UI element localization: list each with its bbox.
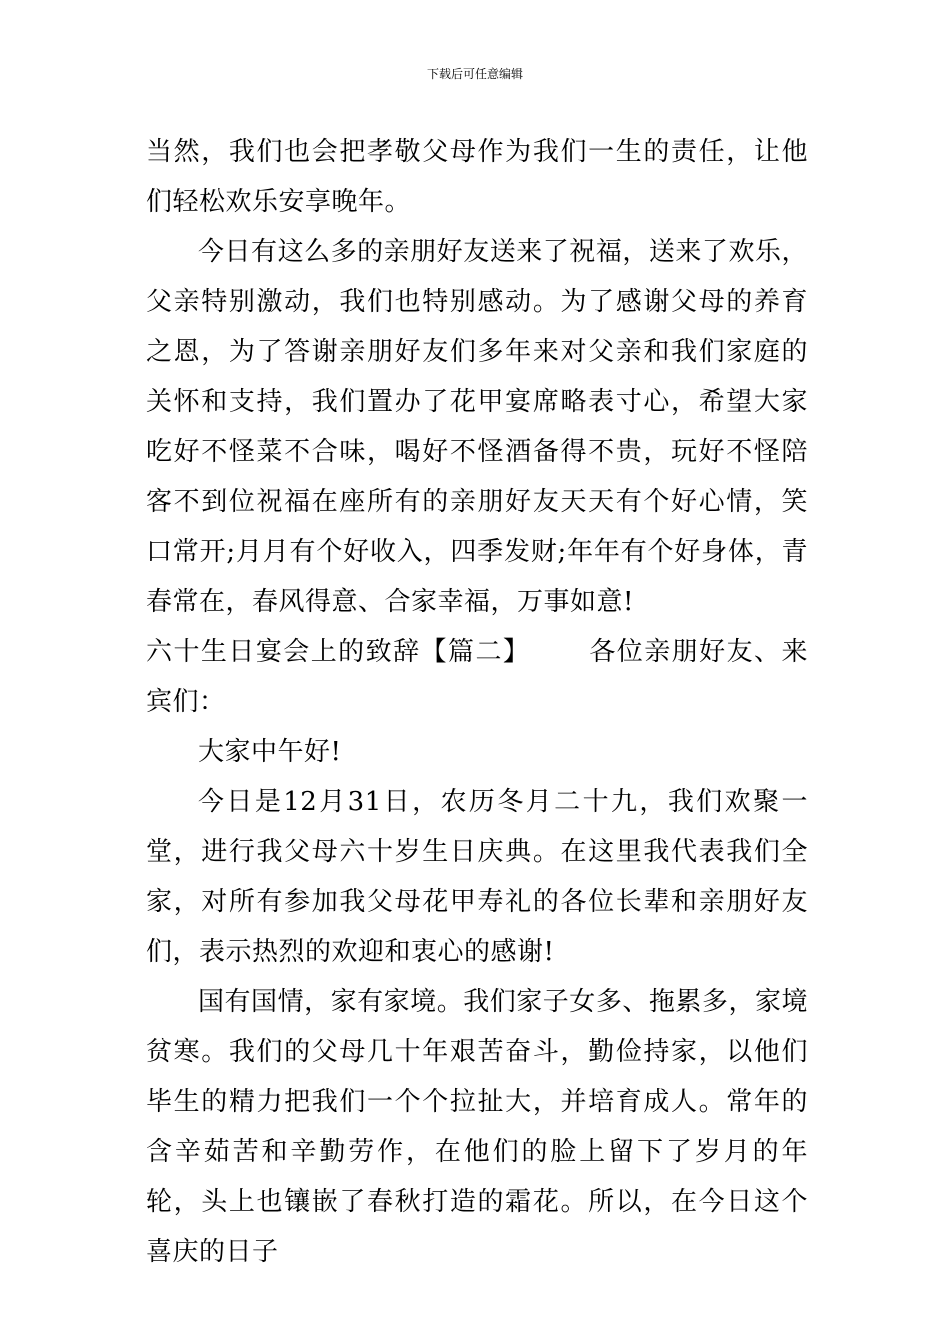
section-heading-title: 六十生日宴会上的致辞【篇二】 (146, 637, 531, 667)
paragraph-greeting: 大家中午好! (198, 737, 342, 767)
salutation-text: 各位亲朋好友、来宾们： (146, 637, 808, 717)
section-heading-line (146, 627, 808, 727)
document-body (146, 127, 808, 1277)
paragraph-2: 今日有这么多的亲朋好友送来了祝福，送来了欢乐，父亲特别激动，我们也特别感动。为了感谢父母的养育之恩，为了答谢亲朋好友们多年来对父亲和我们家庭的关怀和支持，我们置办了花甲宴席略表寸心，希望大家吃好不怪菜不合味，喝好不怪酒备得不贵，玩好不怪陪客不到位祝福在座所有的亲朋好友天天有个好心情，笑口常开;月月有个好收入，四季发财;年年有个好身体，青春常在，春风得意、合家幸福，万事如意! (146, 237, 808, 617)
page-header: 下载后可任意编辑 (426, 67, 523, 81)
paragraph-4: 国有国情，家有家境。我们家子女多、拖累多，家境贫寒。我们的父母几十年艰苦奋斗，勤俭持家，以他们毕生的精力把我们一个个拉扯大，并培育成人。常年的含辛茹苦和辛勤劳作，在他们的脸上留下了岁月的年轮，头上也镶嵌了春秋打造的霜花。所以，在今日这个喜庆的日子 (146, 987, 808, 1267)
paragraph-3: 今日是12月31日，农历冬月二十九，我们欢聚一堂，进行我父母六十岁生日庆典。在这里我代表我们全家，对所有参加我父母花甲寿礼的各位长辈和亲朋好友们，表示热烈的欢迎和衷心的感谢! (146, 787, 808, 967)
paragraph-1: 当然，我们也会把孝敬父母作为我们一生的责任，让他们轻松欢乐安享晚年。 (146, 137, 808, 217)
